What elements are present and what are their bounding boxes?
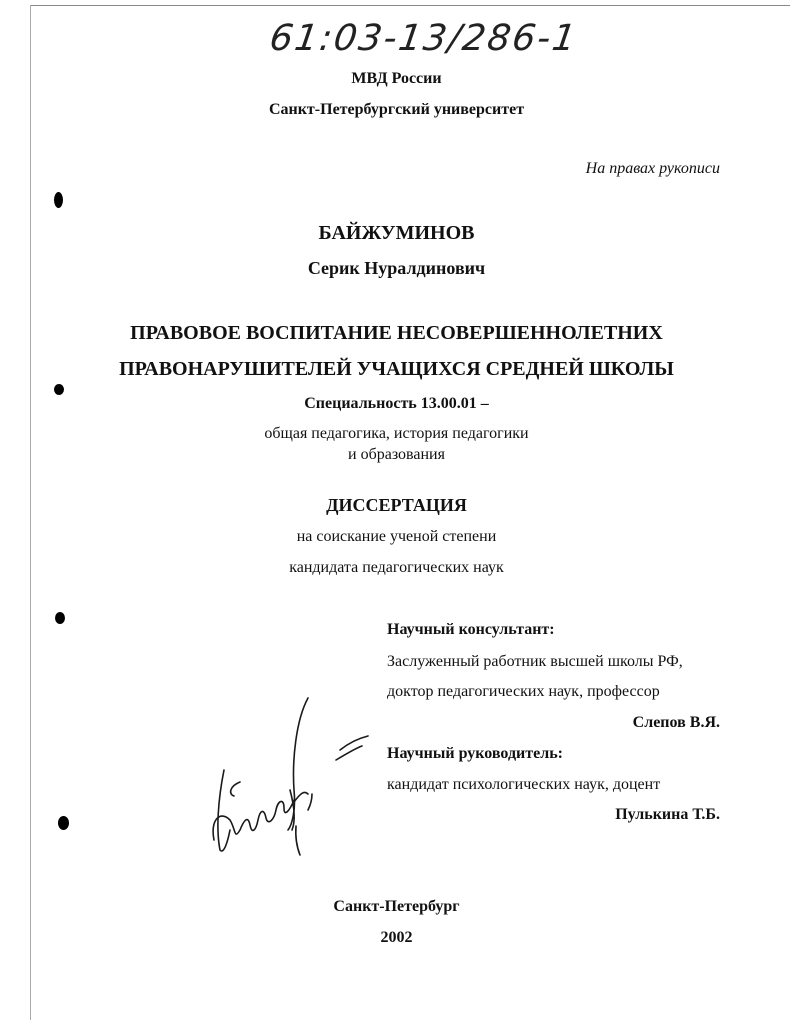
consultant-label: Научный консультант: [387, 621, 555, 638]
title-line-2: ПРАВОНАРУШИТЕЛЕЙ УЧАЩИХСЯ СРЕДНЕЙ ШКОЛЫ [119, 358, 674, 380]
consultant-title-line-2: доктор педагогических наук, профессор [387, 683, 660, 700]
author-given-names: Серик Нуралдинович [307, 258, 486, 278]
supervisor-title: кандидат психологических наук, доцент [387, 776, 661, 793]
supervisor-label: Научный руководитель: [387, 745, 563, 762]
consultant-title-line-1: Заслуженный работник высшей школы РФ, [387, 653, 683, 670]
footer-year: 2002 [380, 929, 413, 946]
page-edge-top [30, 5, 790, 6]
specialty-code: Специальность 13.00.01 – [304, 395, 489, 412]
ministry-name: МВД России [351, 70, 442, 87]
specialty-name-line-1: общая педагогика, история педагогики [264, 425, 529, 442]
supervisor-name: Пулькина Т.Б. [615, 806, 720, 823]
dissertation-heading: ДИССЕРТАЦИЯ [326, 495, 467, 515]
specialty-name-line-2: и образования [348, 446, 445, 463]
consultant-name: Слепов В.Я. [632, 714, 720, 731]
university-name: Санкт-Петербургский университет [268, 101, 525, 118]
dissertation-degree-line-1: на соискание ученой степени [296, 528, 497, 545]
rights-note: На правах рукописи [585, 160, 720, 177]
dissertation-degree-line-2: кандидата педагогических наук [289, 559, 504, 576]
binder-hole-1 [54, 192, 63, 208]
author-surname: БАЙЖУМИНОВ [318, 222, 475, 244]
handwritten-archive-code: 61:03-13/286-1 [267, 18, 581, 59]
binder-hole-2 [54, 384, 64, 395]
footer-city: Санкт-Петербург [333, 898, 460, 915]
title-line-1: ПРАВОВОЕ ВОСПИТАНИЕ НЕСОВЕРШЕННОЛЕТНИХ [130, 322, 663, 344]
handwritten-signature [200, 690, 370, 890]
binder-hole-4 [58, 816, 69, 830]
binder-hole-3 [55, 612, 65, 624]
